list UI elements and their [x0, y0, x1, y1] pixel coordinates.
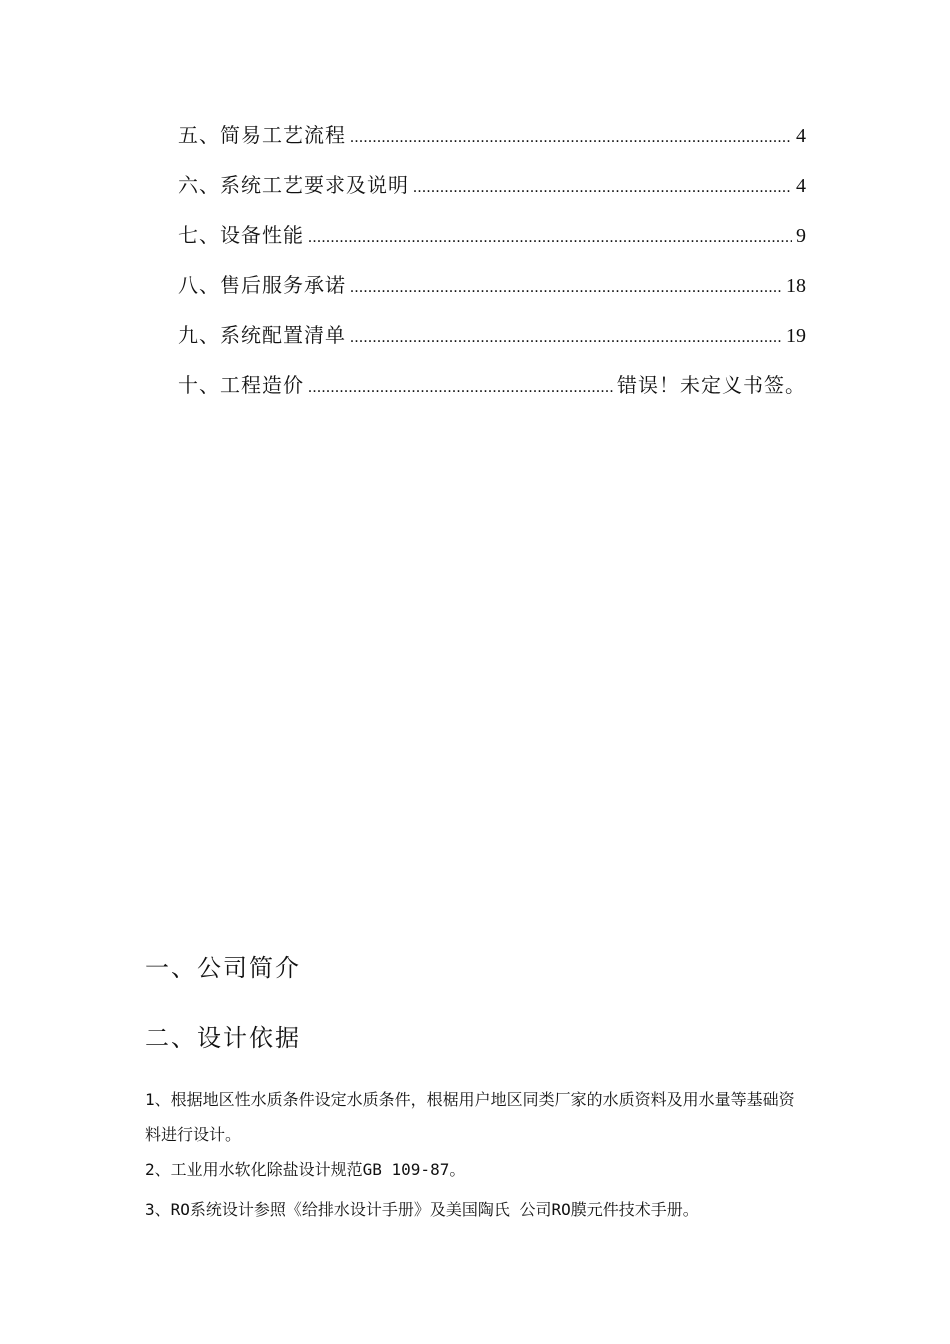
design-basis-item-2: 2、工业用水软化除盐设计规范GB 109-87。: [145, 1160, 466, 1179]
toc-entry-title: 十、工程造价: [178, 373, 304, 397]
toc-entry-title: 六、系统工艺要求及说明: [178, 173, 409, 197]
toc-entry-6[interactable]: [178, 168, 806, 218]
toc-entry-7[interactable]: [178, 218, 806, 268]
toc-leader-dots: [308, 371, 613, 405]
toc-entry-10[interactable]: [178, 368, 806, 418]
toc-leader-dots: [350, 321, 782, 355]
toc-entry-9[interactable]: [178, 318, 806, 368]
design-basis-item-3: 3、RO系统设计参照《给排水设计手册》及美国陶氏 公司RO膜元件技术手册。: [145, 1200, 699, 1219]
toc-entry-title: 九、系统配置清单: [178, 323, 346, 347]
toc-entry-title: 五、简易工艺流程: [178, 123, 346, 147]
toc-leader-dots: [350, 121, 792, 155]
toc-entry-5[interactable]: [178, 118, 806, 168]
heading-company-intro: 一、公司简介: [145, 954, 301, 982]
toc-leader-dots: [308, 221, 792, 255]
toc-entry-8[interactable]: [178, 268, 806, 318]
design-basis-item-1: 1、根据地区性水质条件设定水质条件，根椐用户地区同类厂家的水质资料及用水量等基础资料进行设计。: [145, 1090, 795, 1144]
heading-design-basis: 二、设计依据: [145, 1024, 301, 1052]
toc-entry-page: 19: [786, 325, 806, 347]
toc-leader-dots: [350, 271, 782, 305]
toc-entry-page-error: 错误！未定义书签。: [617, 373, 806, 397]
toc-entry-page: 18: [786, 275, 806, 297]
toc-leader-dots: [413, 171, 792, 205]
toc-entry-page: 9: [796, 225, 806, 247]
toc-entry-title: 七、设备性能: [178, 223, 304, 247]
toc-entry-title: 八、售后服务承诺: [178, 273, 346, 297]
table-of-contents: [178, 118, 806, 418]
toc-entry-page: 4: [796, 175, 806, 197]
toc-entry-page: 4: [796, 125, 806, 147]
